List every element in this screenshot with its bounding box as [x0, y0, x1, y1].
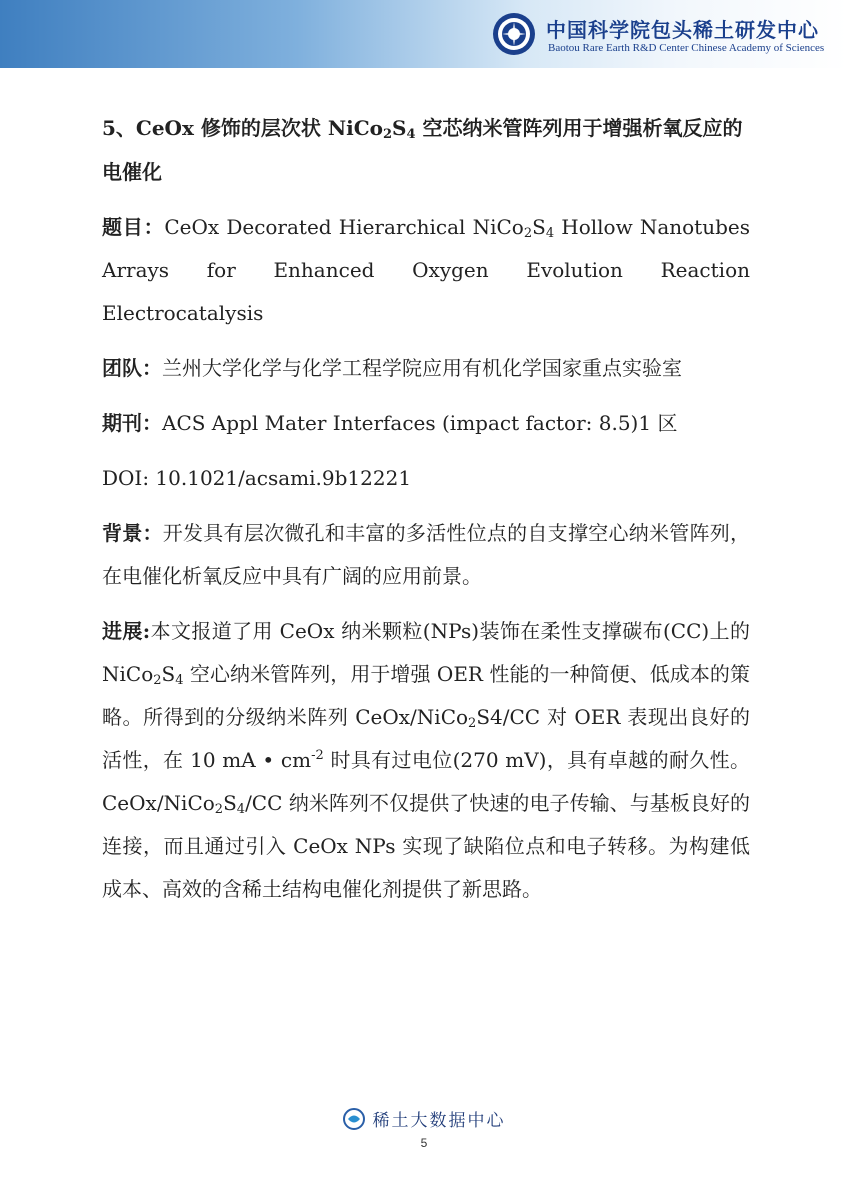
- journal-paragraph: 期刊：ACS Appl Mater Interfaces (impact factor: 8.5)1 区: [102, 411, 678, 435]
- progress-paragraph: 进展:本文报道了用 CeOx 纳米颗粒(NPs)装饰在柔性支撑碳布(CC)上的 $NiCo_2S_4$ 空心纳米管阵列，用于增强 OER 性能的一种简便、低成本的策略。所得到的分级纳米阵列 CeOx/NiCo$_2$S4/CC 对 OER 表现出良好的活性，在 10 mA • $cm^{-2}$ 时具有过电位(270 mV)，具有卓越的耐久性。CeOx/$NiCo_2S_4/CC$ 纳米阵列不仅提供了快速的电子传输、与基板良好的连接，而且通过引入 CeOx NPs 实现了缺陷位点和电子转移。为构建低成本、高效的含稀土结构电催化剂提供了新思路。: [102, 619, 751, 901]
- cas-emblem-icon: [492, 12, 536, 56]
- org-name-cn: 中国科学院包头稀土研发中心: [546, 18, 819, 42]
- footer: [0, 1106, 848, 1134]
- background-label: 背景：: [102, 521, 163, 545]
- footer-brand: 稀土大数据中心: [372, 1111, 506, 1131]
- org-name-en: Baotou Rare Earth R&D Center Chinese Academy of Sciences: [548, 42, 825, 54]
- data-center-logo-icon: [343, 1108, 365, 1130]
- page-number: 5: [420, 1136, 428, 1150]
- topic-paragraph: 题目：CeOx Decorated Hierarchical $NiCo_2S_4$ Hollow Nanotubes Arrays for Enhanced Oxygen Evolution Reaction Electrocatalysis: [102, 215, 750, 325]
- topic-label: 题目：: [102, 215, 165, 239]
- progress-label: 进展:: [102, 619, 151, 643]
- background-paragraph: 背景：开发具有层次微孔和丰富的多活性位点的自支撑空心纳米管阵列，在电催化析氧反应中具有广阔的应用前景。: [102, 521, 751, 588]
- team-label: 团队：: [102, 356, 162, 380]
- article-title: 5、CeOx 修饰的层次状 $NiCo_2S_4$ 空芯纳米管阵列用于增强析氧反应的电催化: [102, 116, 743, 184]
- doi-paragraph: DOI: 10.1021/acsami.9b12221: [102, 466, 412, 490]
- journal-label: 期刊：: [102, 411, 162, 435]
- article-body: [102, 106, 750, 923]
- team-paragraph: 团队：兰州大学化学与化学工程学院应用有机化学国家重点实验室: [102, 356, 682, 380]
